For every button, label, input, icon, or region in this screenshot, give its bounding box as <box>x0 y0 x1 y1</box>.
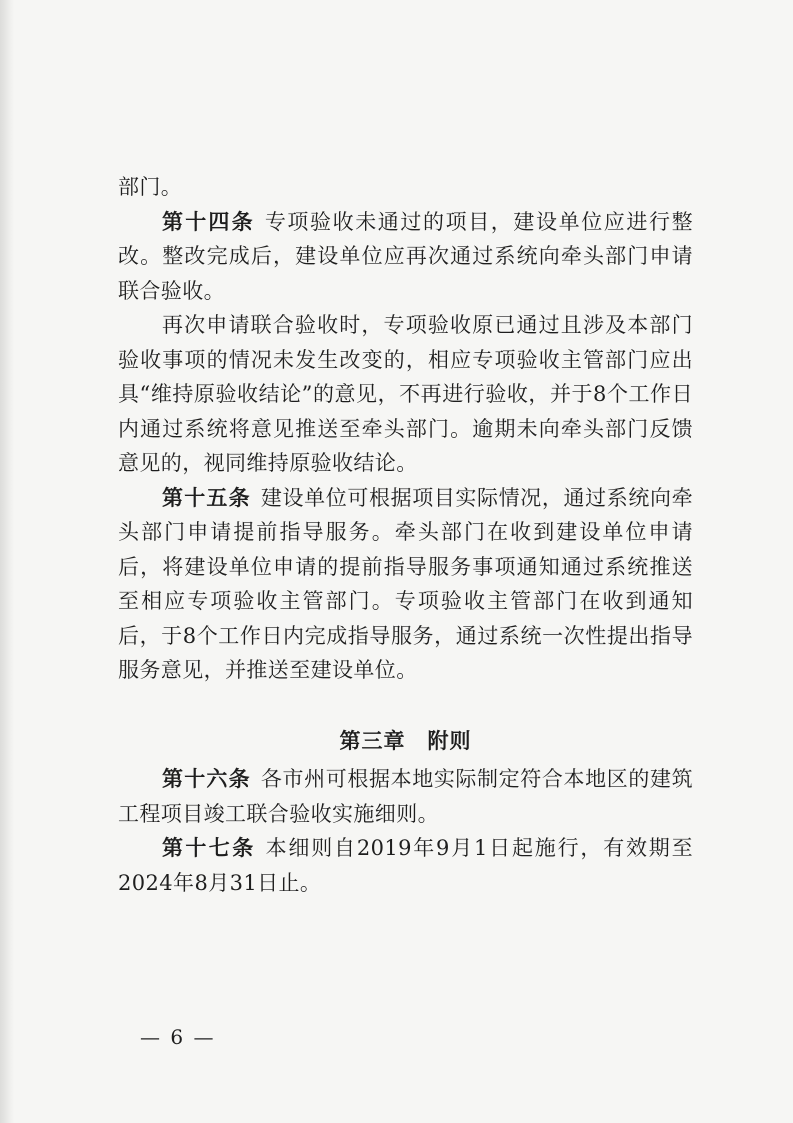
article-15 <box>118 481 693 688</box>
article-text: 各市州可根据本地实际制定符合本地区的建筑工程项目竣工联合验收实施细则。 <box>118 767 694 826</box>
paragraph-text: 再次申请联合验收时，专项验收原已通过且涉及本部门验收事项的情况未发生改变的，相应专项验收主管部门应出具“维持原验收结论”的意见，不再进行验收，并于8个工作日内通过系统将意见推送至牵头部门。逾期未向牵头部门反馈意见的，视同维持原验收结论。 <box>118 313 693 475</box>
page-number: — 6 — <box>140 1025 216 1049</box>
article-text: 建设单位可根据项目实际情况，通过系统向牵头部门申请提前指导服务。牵头部门在收到建设单位申请后，将建设单位申请的提前指导服务事项通知通过系统推送至相应专项验收主管部门。专项验收主管部门在收到通知后，于8个工作日内完成指导服务，通过系统一次性提出指导服务意见，并推送至建设单位。 <box>118 485 694 682</box>
article-text: 专项验收未通过的项目，建设单位应进行整改。整改完成后，建设单位应再次通过系统向牵头部门申请联合验收。 <box>118 209 694 303</box>
article-14 <box>118 205 693 309</box>
paragraph-continuation <box>118 170 693 205</box>
article-number: 第十四条 <box>162 209 255 234</box>
article-number: 第十五条 <box>162 485 251 510</box>
scan-page-edge <box>0 0 14 1123</box>
article-number: 第十七条 <box>162 836 256 860</box>
article-17 <box>118 831 693 900</box>
article-16 <box>118 762 693 831</box>
article-text: 本细则自2019年9月1日起施行，有效期至2024年8月31日止。 <box>118 836 693 895</box>
chapter-heading <box>118 724 693 759</box>
article-number: 第十六条 <box>162 767 251 791</box>
paragraph-text: 部门。 <box>118 175 183 199</box>
article-14-paragraph-2 <box>118 308 693 481</box>
document-body <box>118 170 693 900</box>
chapter-number: 第三章 <box>339 728 406 753</box>
chapter-title: 附则 <box>427 728 472 753</box>
